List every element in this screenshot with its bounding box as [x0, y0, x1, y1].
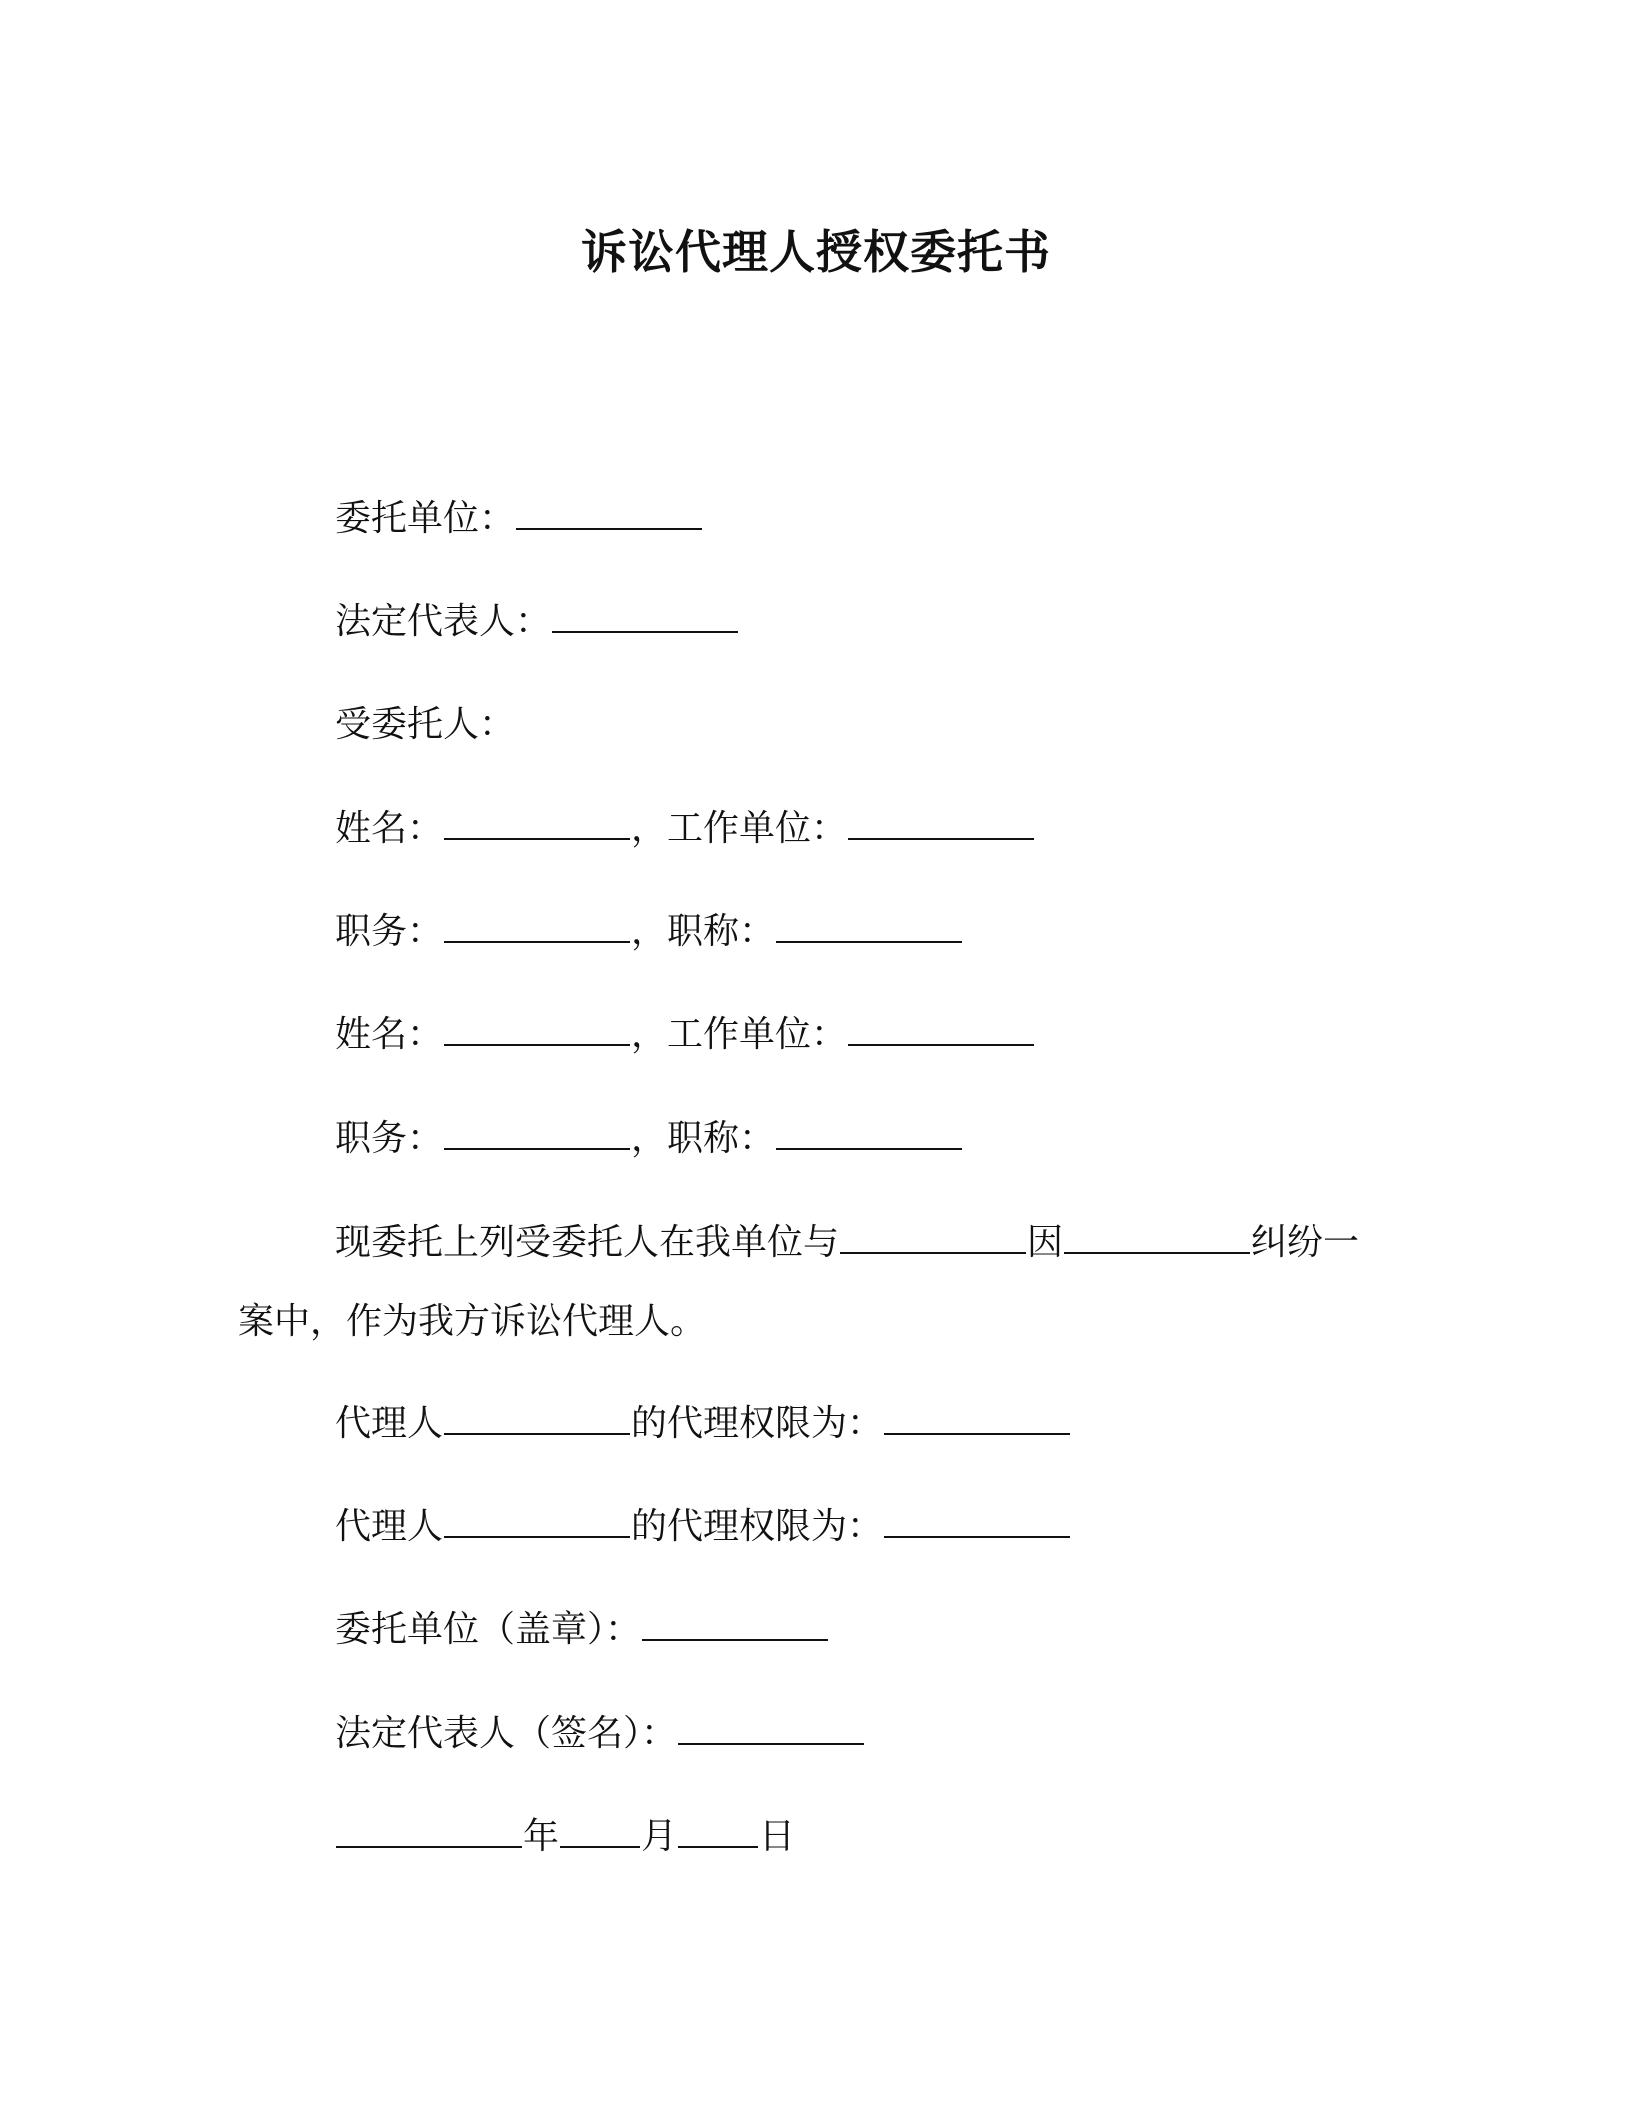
agent2-authority-name-blank: [444, 1502, 630, 1538]
day-blank: [678, 1812, 758, 1848]
agent1-authority-name-blank: [444, 1399, 630, 1435]
signature-line: [335, 1709, 865, 1758]
date-line: [335, 1812, 795, 1861]
agent2-authority-suffix: 的代理权限为：: [631, 1506, 884, 1547]
agent2-duty-label: 职务：: [335, 1118, 444, 1159]
entrust-paragraph-line2: [238, 1298, 706, 1346]
agent2-title-label: ，职称：: [631, 1118, 776, 1159]
agent1-workplace-blank: [848, 804, 1034, 840]
document-title: 诉讼代理人授权委托书: [581, 225, 1051, 279]
day-label: 日: [759, 1816, 796, 1857]
entrusting-unit-line: [335, 494, 703, 543]
agent2-workplace-blank: [848, 1010, 1034, 1046]
agent2-duty-line: [335, 1114, 963, 1163]
month-blank: [560, 1812, 640, 1848]
legal-rep-label: 法定代表人：: [335, 601, 552, 642]
year-blank: [336, 1812, 522, 1848]
seal-line: [335, 1605, 829, 1654]
agent1-name-label: 姓名：: [335, 808, 444, 849]
agent1-title-label: ，职称：: [631, 911, 776, 952]
signature-label: 法定代表人（签名）：: [335, 1713, 678, 1754]
seal-blank: [642, 1605, 828, 1641]
agent2-name-label: 姓名：: [335, 1014, 444, 1055]
entrusting-unit-blank: [516, 494, 702, 530]
entrusting-unit-label: 委托单位：: [335, 498, 516, 539]
agent1-name-line: [335, 804, 1035, 853]
dispute-cause-blank: [1064, 1218, 1250, 1254]
month-label: 月: [641, 1816, 678, 1857]
entrust-paragraph-part2: 因: [1027, 1222, 1064, 1263]
agent2-authority-scope-blank: [884, 1502, 1070, 1538]
seal-label: 委托单位（盖章）：: [335, 1609, 642, 1650]
legal-rep-line: [335, 597, 739, 646]
agents-heading-line: [335, 701, 515, 749]
agent1-duty-label: 职务：: [335, 911, 444, 952]
agent1-authority-line: [335, 1399, 1071, 1448]
legal-rep-blank: [552, 597, 738, 633]
agent2-authority-prefix: 代理人: [335, 1506, 444, 1547]
agent1-workplace-label: ，工作单位：: [631, 808, 848, 849]
agents-heading-label: 受委托人：: [335, 704, 516, 745]
agent2-authority-line: [335, 1502, 1071, 1551]
agent2-workplace-label: ，工作单位：: [631, 1014, 848, 1055]
signature-blank: [678, 1709, 864, 1745]
agent1-authority-scope-blank: [884, 1399, 1070, 1435]
opposing-party-blank: [840, 1218, 1026, 1254]
year-label: 年: [523, 1816, 560, 1857]
agent2-name-blank: [444, 1010, 630, 1046]
agent1-authority-suffix: 的代理权限为：: [631, 1403, 884, 1444]
agent1-duty-line: [335, 907, 963, 956]
agent1-title-blank: [776, 907, 962, 943]
entrust-paragraph-line1: [335, 1218, 1359, 1267]
entrust-paragraph-part3: 纠纷一: [1251, 1222, 1360, 1263]
entrust-paragraph-part1: 现委托上列受委托人在我单位与: [335, 1222, 840, 1263]
agent1-authority-prefix: 代理人: [335, 1403, 444, 1444]
agent2-name-line: [335, 1010, 1035, 1059]
agent1-duty-blank: [444, 907, 630, 943]
entrust-paragraph-continuation: 案中，作为我方诉讼代理人。: [238, 1301, 707, 1342]
agent2-duty-blank: [444, 1114, 630, 1150]
agent2-title-blank: [776, 1114, 962, 1150]
agent1-name-blank: [444, 804, 630, 840]
